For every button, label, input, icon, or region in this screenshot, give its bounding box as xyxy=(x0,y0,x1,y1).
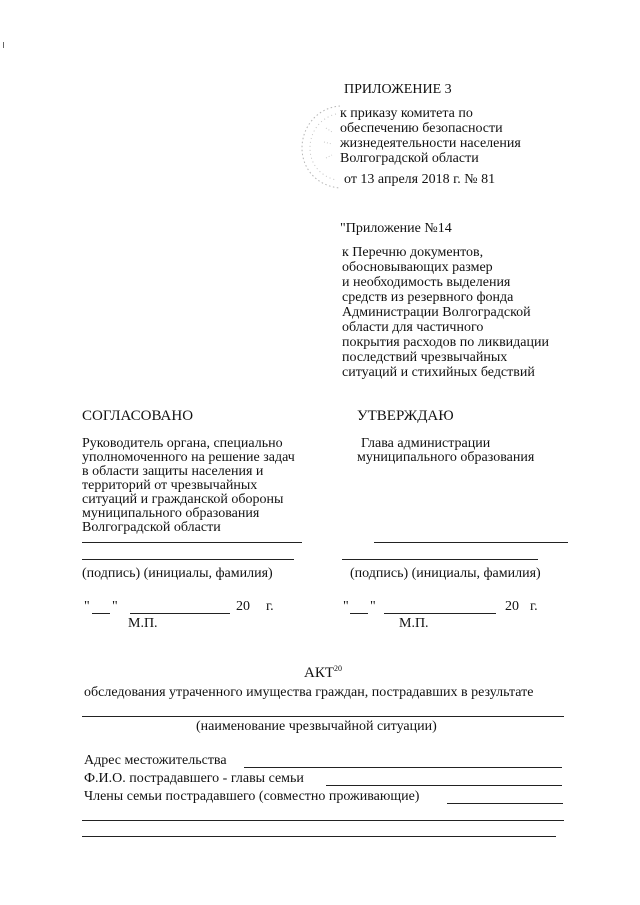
family-members-field-line xyxy=(447,803,563,804)
approve-seal-mark: М.П. xyxy=(399,616,429,631)
agreed-line: Волгоградской области xyxy=(82,520,221,535)
sub-appendix-line: ситуаций и стихийных бедствий xyxy=(342,365,535,380)
agreed-line: территорий от чрезвычайных xyxy=(82,478,258,493)
agreed-line: Руководитель органа, специально xyxy=(82,436,283,451)
approve-day-blank xyxy=(350,613,368,614)
agreed-line: в области защиты населения и xyxy=(82,464,264,479)
approve-heading: УТВЕРЖДАЮ xyxy=(357,408,454,424)
agreed-year-prefix: 20 xyxy=(236,599,250,614)
sub-appendix-line: Администрации Волгоградской xyxy=(342,305,531,320)
agreed-seal-mark: М.П. xyxy=(128,616,158,631)
appendix-line: к приказу комитета по xyxy=(340,106,473,121)
sub-appendix-line: средств из резервного фонда xyxy=(342,290,514,305)
approve-signature-line-2 xyxy=(342,559,538,560)
approve-year-suffix: г. xyxy=(530,599,538,614)
approve-month-blank xyxy=(384,613,496,614)
scan-margin-mark xyxy=(3,42,4,48)
act-footnote-marker: 20 xyxy=(334,664,342,673)
agreed-heading: СОГЛАСОВАНО xyxy=(82,408,194,424)
agreed-line: муниципального образования xyxy=(82,506,260,521)
approve-date-quote-open: " xyxy=(343,599,349,614)
appendix-date-line: от 13 апреля 2018 г. № 81 xyxy=(344,172,496,187)
family-members-field-label: Члены семьи пострадавшего (совместно проживающие) xyxy=(84,789,420,804)
address-field-line xyxy=(244,767,562,768)
appendix-line: обеспечению безопасности xyxy=(340,121,503,136)
agreed-date-quote-close: " xyxy=(112,599,118,614)
sub-appendix-line: покрытия расходов по ликвидации xyxy=(342,335,549,350)
sub-appendix-title: "Приложение №14 xyxy=(340,221,452,236)
agreed-month-blank xyxy=(130,613,230,614)
appendix-title: ПРИЛОЖЕНИЕ 3 xyxy=(344,82,452,97)
sub-appendix-line: к Перечню документов, xyxy=(342,245,484,260)
appendix-line: Волгоградской области xyxy=(340,151,479,166)
approve-line: муниципального образования xyxy=(357,450,535,465)
sub-appendix-line: последствий чрезвычайных xyxy=(342,350,508,365)
agreed-date-quote-open: " xyxy=(84,599,90,614)
emergency-name-caption: (наименование чрезвычайной ситуации) xyxy=(196,719,437,734)
family-head-field-line xyxy=(326,785,562,786)
act-subtitle: обследования утраченного имущества граждан, пострадавших в результате xyxy=(84,685,534,700)
family-members-extra-line-1 xyxy=(82,820,564,821)
agreed-line: уполномоченного на решение задач xyxy=(82,450,295,465)
address-field-label: Адрес местожительства xyxy=(84,753,227,768)
family-head-field-label: Ф.И.О. пострадавшего - главы семьи xyxy=(84,771,304,786)
approve-line: Глава администрации xyxy=(361,436,491,451)
act-title-text: АКТ xyxy=(304,665,334,681)
agreed-year-suffix: г. xyxy=(266,599,274,614)
act-title xyxy=(304,666,342,681)
family-members-extra-line-2 xyxy=(82,836,556,837)
approve-signature-caption: (подпись) (инициалы, фамилия) xyxy=(350,566,541,581)
sub-appendix-line: и необходимость выделения xyxy=(342,275,511,290)
approve-year-prefix: 20 xyxy=(505,599,519,614)
sub-appendix-line: области для частичного xyxy=(342,320,484,335)
agreed-signature-line-1 xyxy=(82,542,302,543)
agreed-line: ситуаций и гражданской обороны xyxy=(82,492,284,507)
approve-date-quote-close: " xyxy=(370,599,376,614)
emergency-name-line xyxy=(82,716,564,717)
agreed-day-blank xyxy=(92,613,110,614)
approve-signature-line-1 xyxy=(374,542,568,543)
sub-appendix-line: обосновывающих размер xyxy=(342,260,493,275)
agreed-signature-caption: (подпись) (инициалы, фамилия) xyxy=(82,566,273,581)
agreed-signature-line-2 xyxy=(82,559,294,560)
appendix-line: жизнедеятельности населения xyxy=(340,136,521,151)
